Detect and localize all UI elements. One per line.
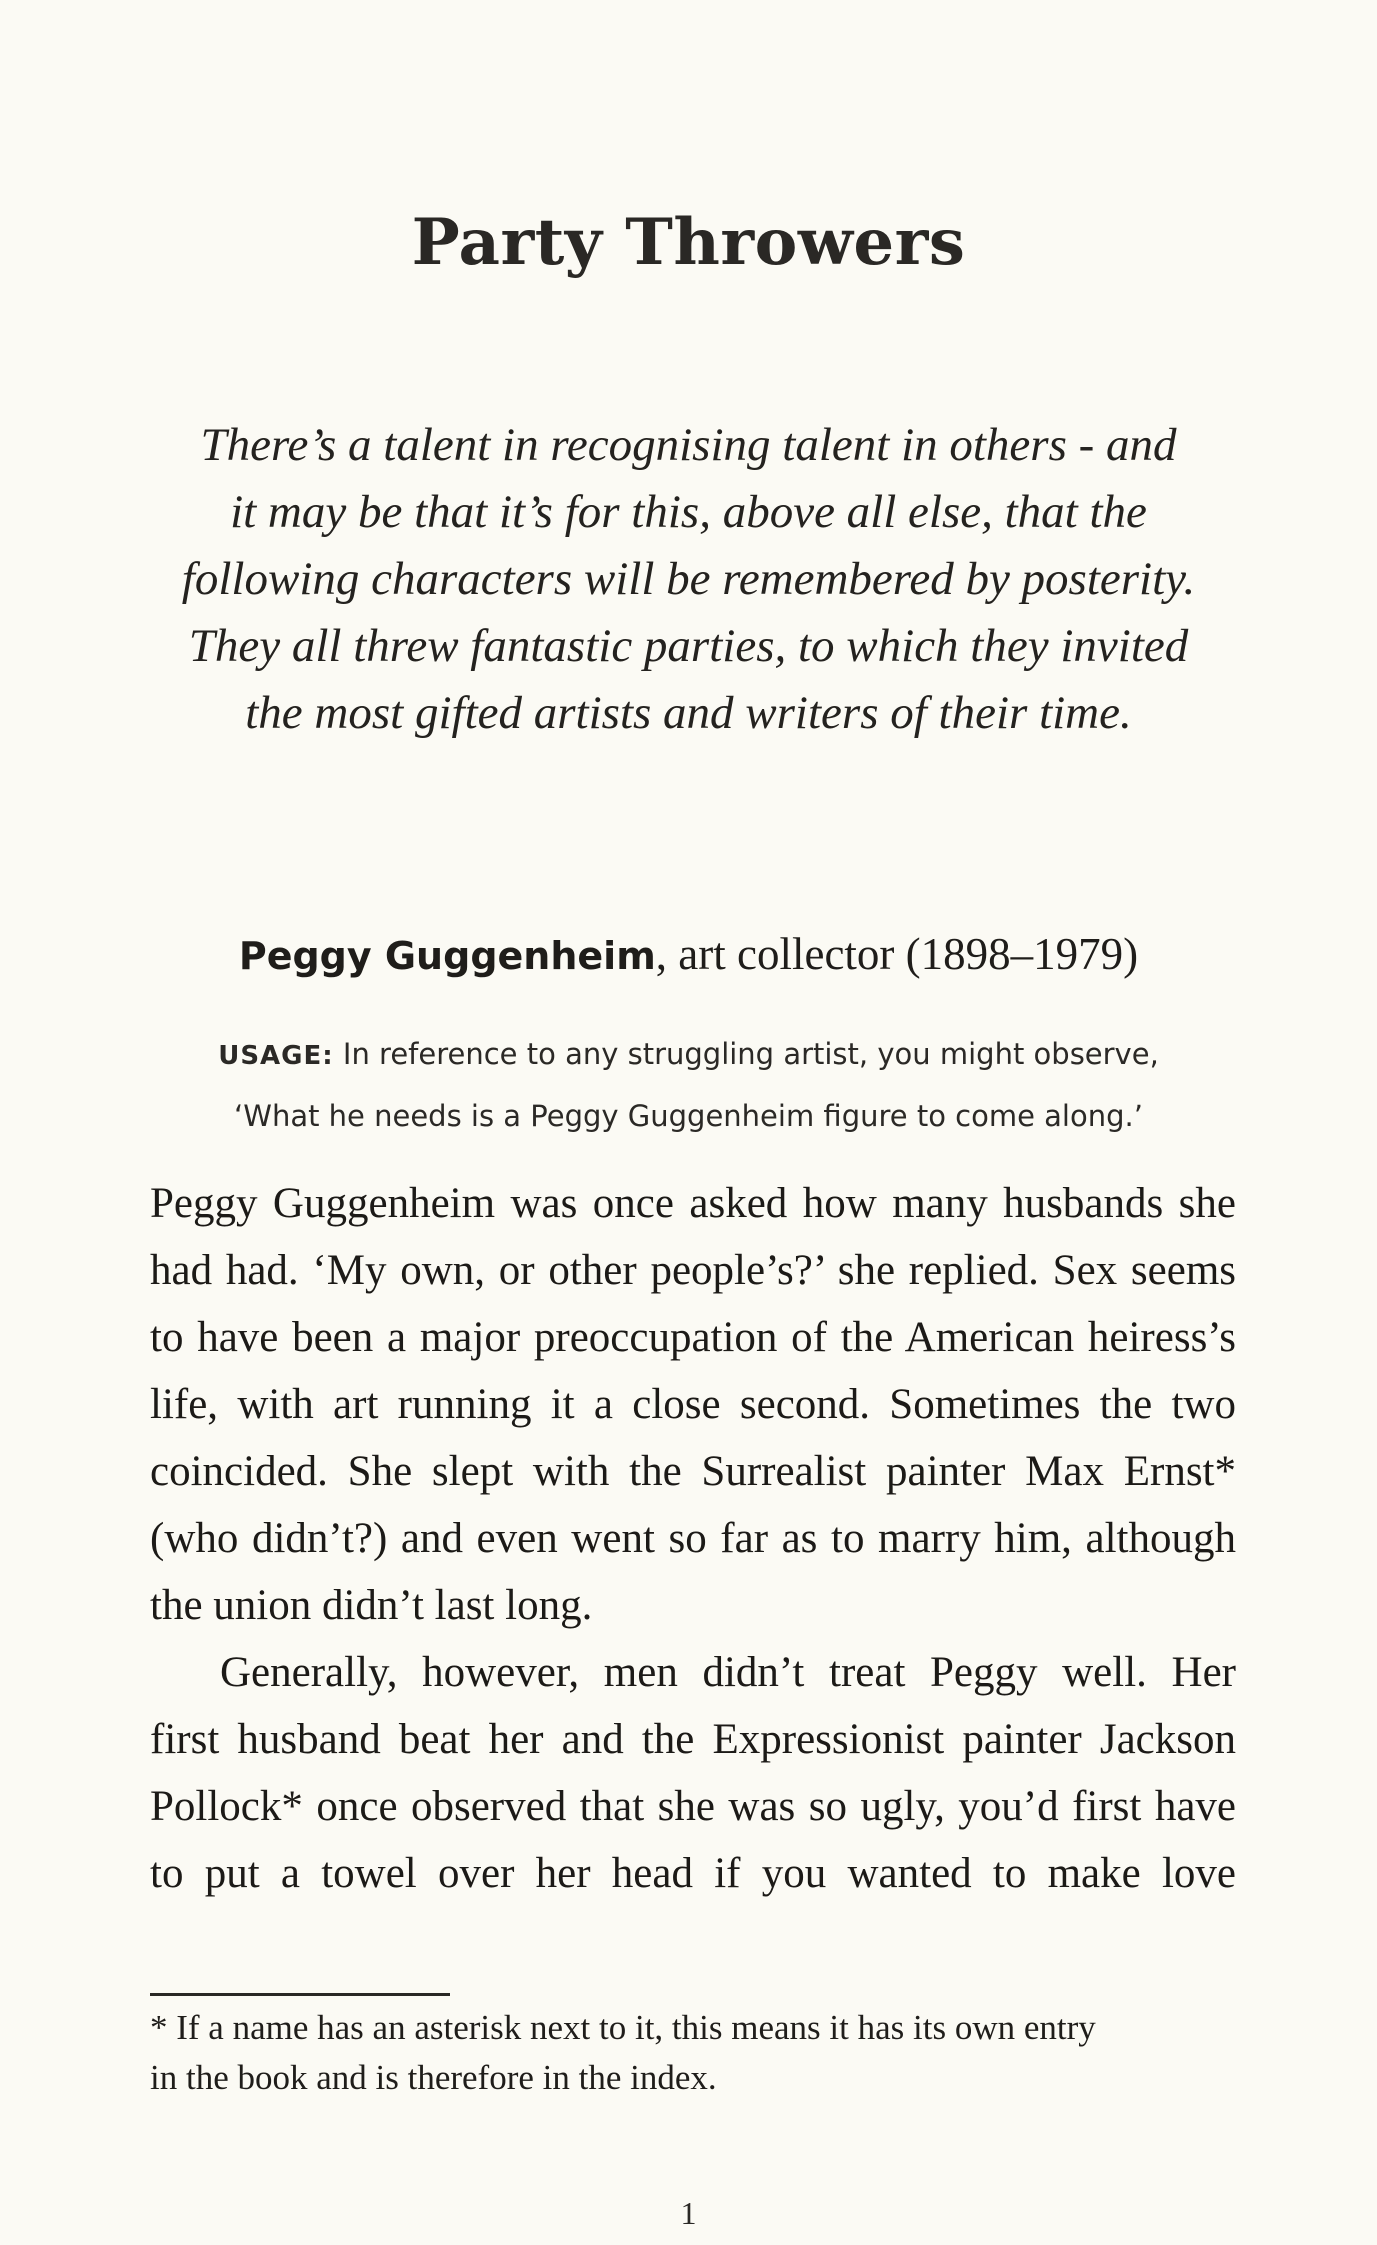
body-line: Generally, however, men didn’t treat Peggy well. Her	[220, 1649, 1236, 1696]
entry-heading	[0, 928, 1377, 980]
footnote-divider	[150, 1993, 450, 1996]
epigraph-line: They all threw fantastic parties, to which they invited	[188, 620, 1189, 672]
epigraph-line: it may be that it’s for this, above all else, that the	[230, 486, 1147, 538]
body-line: the union didn’t last long.	[150, 1582, 593, 1629]
footnote-line: in the book and is therefore in the index.	[150, 2058, 717, 2097]
body-line: to have been a major preoccupation of the American heiress’s	[150, 1314, 1236, 1361]
entry-description: , art collector (1898–1979)	[655, 929, 1139, 979]
body-line: had had. ‘My own, or other people’s?’ she replied. Sex seems	[150, 1247, 1236, 1294]
epigraph	[150, 412, 1227, 747]
body-line: Pollock* once observed that she was so ugly, you’d first have	[150, 1783, 1236, 1830]
epigraph-line: There’s a talent in recognising talent in others - and	[200, 419, 1177, 471]
usage-note	[0, 1024, 1377, 1146]
epigraph-line: the most gifted artists and writers of their time.	[245, 687, 1132, 739]
entry-name: Peggy Guggenheim	[238, 934, 656, 978]
chapter-title: Party Throwers	[411, 205, 966, 280]
usage-line	[0, 1024, 1377, 1086]
body-line: coincided. She slept with the Surrealist painter Max Ernst*	[150, 1448, 1236, 1495]
body-line: Peggy Guggenheim was once asked how many husbands she	[150, 1180, 1236, 1227]
page-number: 1	[680, 2195, 697, 2231]
body-text	[150, 1170, 1236, 1907]
body-line: first husband beat her and the Expressionist painter Jackson	[150, 1716, 1236, 1763]
usage-label: USAGE:	[218, 1041, 334, 1071]
body-line: (who didn’t?) and even went so far as to marry him, although	[150, 1515, 1236, 1562]
usage-line: ‘What he needs is a Peggy Guggenheim figure to come along.’	[234, 1099, 1143, 1133]
body-line: to put a towel over her head if you wanted to make love	[150, 1850, 1236, 1897]
usage-text: In reference to any struggling artist, you might observe,	[333, 1037, 1159, 1071]
footnote	[150, 2003, 1236, 2103]
epigraph-line: following characters will be remembered by posterity.	[181, 553, 1196, 605]
body-line: life, with art running it a close second. Sometimes the two	[150, 1381, 1236, 1428]
footnote-line: * If a name has an asterisk next to it, this means it has its own entry	[150, 2008, 1096, 2047]
